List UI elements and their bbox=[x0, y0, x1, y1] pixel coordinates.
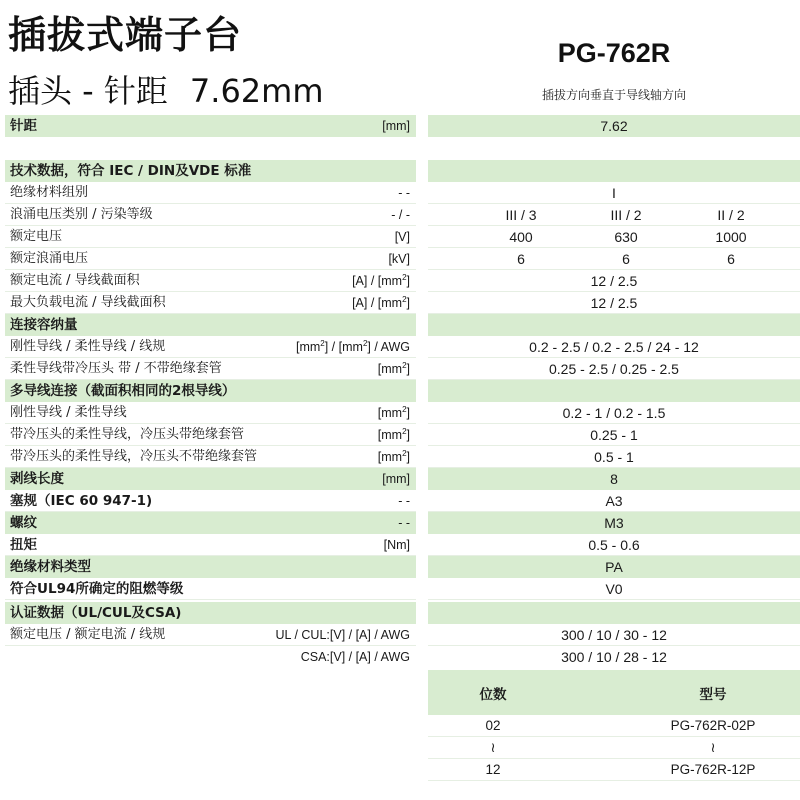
spec-row-gauge bbox=[5, 490, 416, 512]
value-row-thread bbox=[428, 512, 800, 534]
spec-label: 额定电压 bbox=[10, 229, 63, 244]
spec-label: 最大负载电流 / 导线截面积 bbox=[10, 295, 166, 310]
spec-value: 0.2 - 1 / 0.2 - 1.5 bbox=[562, 405, 666, 421]
product-title: 插拔式端子台 bbox=[8, 13, 243, 57]
section-title: 认证数据（UL/CUL及CSA) bbox=[10, 605, 182, 621]
value-row-rated-current bbox=[428, 270, 800, 292]
spec-unit: [mm] bbox=[382, 472, 410, 486]
model-cell: PG-762R-02P bbox=[670, 718, 756, 733]
spec-row-cert-ul bbox=[5, 624, 416, 646]
value-row-flammability bbox=[428, 578, 800, 600]
spec-value: 12 / 2.5 bbox=[590, 273, 638, 289]
value-row-connection-header bbox=[428, 314, 800, 336]
spec-value: II / 2 bbox=[717, 207, 745, 223]
spec-row-multi-rigid-flexible bbox=[5, 402, 416, 424]
spec-row-insulation-type bbox=[5, 556, 416, 578]
spec-label: 扭矩 bbox=[10, 537, 37, 553]
spec-label: 浪涌电压类别 / 污染等级 bbox=[10, 207, 153, 222]
spec-value: 0.5 - 1 bbox=[594, 449, 634, 465]
value-row-tech-header bbox=[428, 160, 800, 182]
spec-value: V0 bbox=[605, 581, 623, 597]
spec-value: 6 bbox=[622, 251, 630, 267]
spec-row-rated-voltage bbox=[5, 226, 416, 248]
spec-value: 630 bbox=[614, 229, 638, 245]
spec-unit: [mm] bbox=[382, 119, 410, 133]
spec-row-multi-ferrule-insulated bbox=[5, 424, 416, 446]
spec-value: III / 2 bbox=[610, 207, 642, 223]
spec-value: 8 bbox=[610, 471, 618, 487]
spec-unit: - - bbox=[398, 186, 410, 200]
spec-label: 塞规（IEC 60 947-1) bbox=[10, 493, 153, 509]
spec-unit: $[A] / [mm^2]$ bbox=[352, 295, 410, 310]
spec-value: 0.2 - 2.5 / 0.2 - 2.5 / 24 - 12 bbox=[529, 339, 699, 355]
spec-unit: $[mm^2]$ bbox=[377, 449, 410, 464]
spec-label: 带冷压头的柔性导线，冷压头不带绝缘套管 bbox=[10, 449, 258, 464]
spec-label: 刚性导线 / 柔性导线 bbox=[10, 405, 127, 420]
spec-row-pitch bbox=[5, 115, 416, 137]
spec-label: 带冷压头的柔性导线，冷压头带绝缘套管 bbox=[10, 427, 245, 442]
spec-label: 额定电流 / 导线截面积 bbox=[10, 273, 140, 288]
value-row-strip-length bbox=[428, 468, 800, 490]
table-row bbox=[428, 715, 800, 737]
spec-row-rated-surge-voltage bbox=[5, 248, 416, 270]
spec-value: III / 3 bbox=[505, 207, 537, 223]
subtitle-prefix: 插头 - 针距 bbox=[8, 72, 168, 110]
spec-unit: [kV] bbox=[388, 252, 410, 266]
spec-value: 7.62 bbox=[600, 118, 628, 134]
spec-unit: [V] bbox=[394, 230, 410, 244]
spec-value: 6 bbox=[727, 251, 735, 267]
section-header-tech bbox=[5, 160, 416, 182]
spec-value: 300 / 10 / 30 - 12 bbox=[561, 627, 667, 643]
spec-unit: - - bbox=[398, 494, 410, 508]
spec-unit: [Nm] bbox=[383, 538, 410, 552]
section-title: 技术数据，符合 IEC / DIN及VDE 标准 bbox=[10, 163, 252, 179]
spec-label: 针距 bbox=[10, 118, 37, 134]
spec-row-cert-csa bbox=[5, 646, 416, 668]
value-row-max-current bbox=[428, 292, 800, 314]
spec-label: 额定浪涌电压 bbox=[10, 251, 89, 266]
value-row-insulation-type bbox=[428, 556, 800, 578]
spec-label: 符合UL94所确定的阻燃等级 bbox=[10, 581, 184, 597]
value-row-cert-header bbox=[428, 602, 800, 624]
value-row-rated-surge-voltage bbox=[428, 248, 800, 270]
model-description: 插拔方向垂直于导线轴方向 bbox=[541, 88, 686, 102]
value-row-cert-ul bbox=[428, 624, 800, 646]
spec-row-max-current bbox=[5, 292, 416, 314]
value-row-multi-header bbox=[428, 380, 800, 402]
spec-label: 剥线长度 bbox=[10, 471, 64, 487]
spec-value: 0.25 - 1 bbox=[590, 427, 638, 443]
spec-value: PA bbox=[605, 559, 623, 575]
spec-row-multi-ferrule-plain bbox=[5, 446, 416, 468]
spec-unit: $[mm^2]$ bbox=[377, 361, 410, 376]
spec-unit: $[mm^2]$ bbox=[377, 405, 410, 420]
column-header-positions: 位数 bbox=[479, 687, 507, 703]
spec-unit: - / - bbox=[391, 208, 410, 222]
value-row-cert-csa bbox=[428, 646, 800, 668]
positions-cell: ≀ bbox=[490, 740, 496, 755]
spec-label: 绝缘材料组别 bbox=[10, 185, 89, 200]
spec-unit: $[mm^2]$ bbox=[377, 427, 410, 442]
spec-unit: UL / CUL:[V] / [A] / AWG bbox=[275, 628, 410, 642]
spec-value: 400 bbox=[509, 229, 533, 245]
spec-value: 1000 bbox=[715, 229, 747, 245]
value-row-gauge bbox=[428, 490, 800, 512]
value-row-flexible-ferrule bbox=[428, 358, 800, 380]
product-subtitle bbox=[8, 66, 324, 112]
spec-row-torque bbox=[5, 534, 416, 556]
spec-row-insulation-group bbox=[5, 182, 416, 204]
section-header-certification bbox=[5, 602, 416, 624]
section-title: 多导线连接（截面积相同的2根导线） bbox=[10, 383, 236, 399]
value-row-insulation-group bbox=[428, 182, 800, 204]
table-row bbox=[428, 737, 800, 759]
spec-label: 额定电压 / 额定电流 / 线规 bbox=[10, 627, 166, 642]
section-header-multi-conductor bbox=[5, 380, 416, 402]
spec-value: 0.5 - 0.6 bbox=[588, 537, 640, 553]
positions-cell: 02 bbox=[485, 718, 501, 733]
positions-cell: 12 bbox=[485, 762, 501, 777]
model-cell: ≀ bbox=[710, 740, 716, 755]
spec-row-rated-current bbox=[5, 270, 416, 292]
spec-unit: $[A] / [mm^2]$ bbox=[352, 273, 410, 288]
spec-value: I bbox=[612, 185, 616, 201]
section-title: 连接容纳量 bbox=[10, 317, 78, 333]
spec-unit: - - bbox=[398, 516, 410, 530]
spec-value: A3 bbox=[605, 493, 623, 509]
spec-value: M3 bbox=[604, 515, 624, 531]
spec-row-flexible-ferrule bbox=[5, 358, 416, 380]
column-header-model: 型号 bbox=[699, 687, 727, 703]
spec-row-flammability bbox=[5, 578, 416, 600]
value-row-rated-voltage bbox=[428, 226, 800, 248]
spec-value: 300 / 10 / 28 - 12 bbox=[561, 649, 667, 665]
section-header-connection bbox=[5, 314, 416, 336]
model-number: PG-762R bbox=[557, 38, 671, 68]
variant-table-header bbox=[428, 670, 800, 715]
spec-unit: $[mm^2] / [mm^2]$ / AWG bbox=[295, 339, 410, 354]
spec-row-surge-category bbox=[5, 204, 416, 226]
spec-label: 柔性导线带冷压头 带 / 不带绝缘套管 bbox=[10, 361, 222, 376]
value-row-multi-rigid-flexible bbox=[428, 402, 800, 424]
spec-row-strip-length bbox=[5, 468, 416, 490]
model-cell: PG-762R-12P bbox=[670, 762, 756, 777]
spec-value: 12 / 2.5 bbox=[590, 295, 638, 311]
spec-label: 螺纹 bbox=[10, 515, 37, 531]
spec-unit: CSA:[V] / [A] / AWG bbox=[300, 650, 410, 664]
value-row-multi-ferrule-plain bbox=[428, 446, 800, 468]
subtitle-pitch: 7.62mm bbox=[189, 72, 324, 110]
value-row-torque bbox=[428, 534, 800, 556]
value-row-rigid-flexible-awg bbox=[428, 336, 800, 358]
spec-row-rigid-flexible-awg bbox=[5, 336, 416, 358]
value-row-pitch bbox=[428, 115, 800, 137]
value-row-multi-ferrule-insulated bbox=[428, 424, 800, 446]
value-row-surge-category bbox=[428, 204, 800, 226]
spec-value: 0.25 - 2.5 / 0.25 - 2.5 bbox=[549, 361, 679, 377]
table-row bbox=[428, 759, 800, 781]
spec-label: 刚性导线 / 柔性导线 / 线规 bbox=[10, 339, 166, 354]
spec-value: 6 bbox=[517, 251, 525, 267]
spec-label: 绝缘材料类型 bbox=[10, 559, 91, 575]
spec-row-thread bbox=[5, 512, 416, 534]
